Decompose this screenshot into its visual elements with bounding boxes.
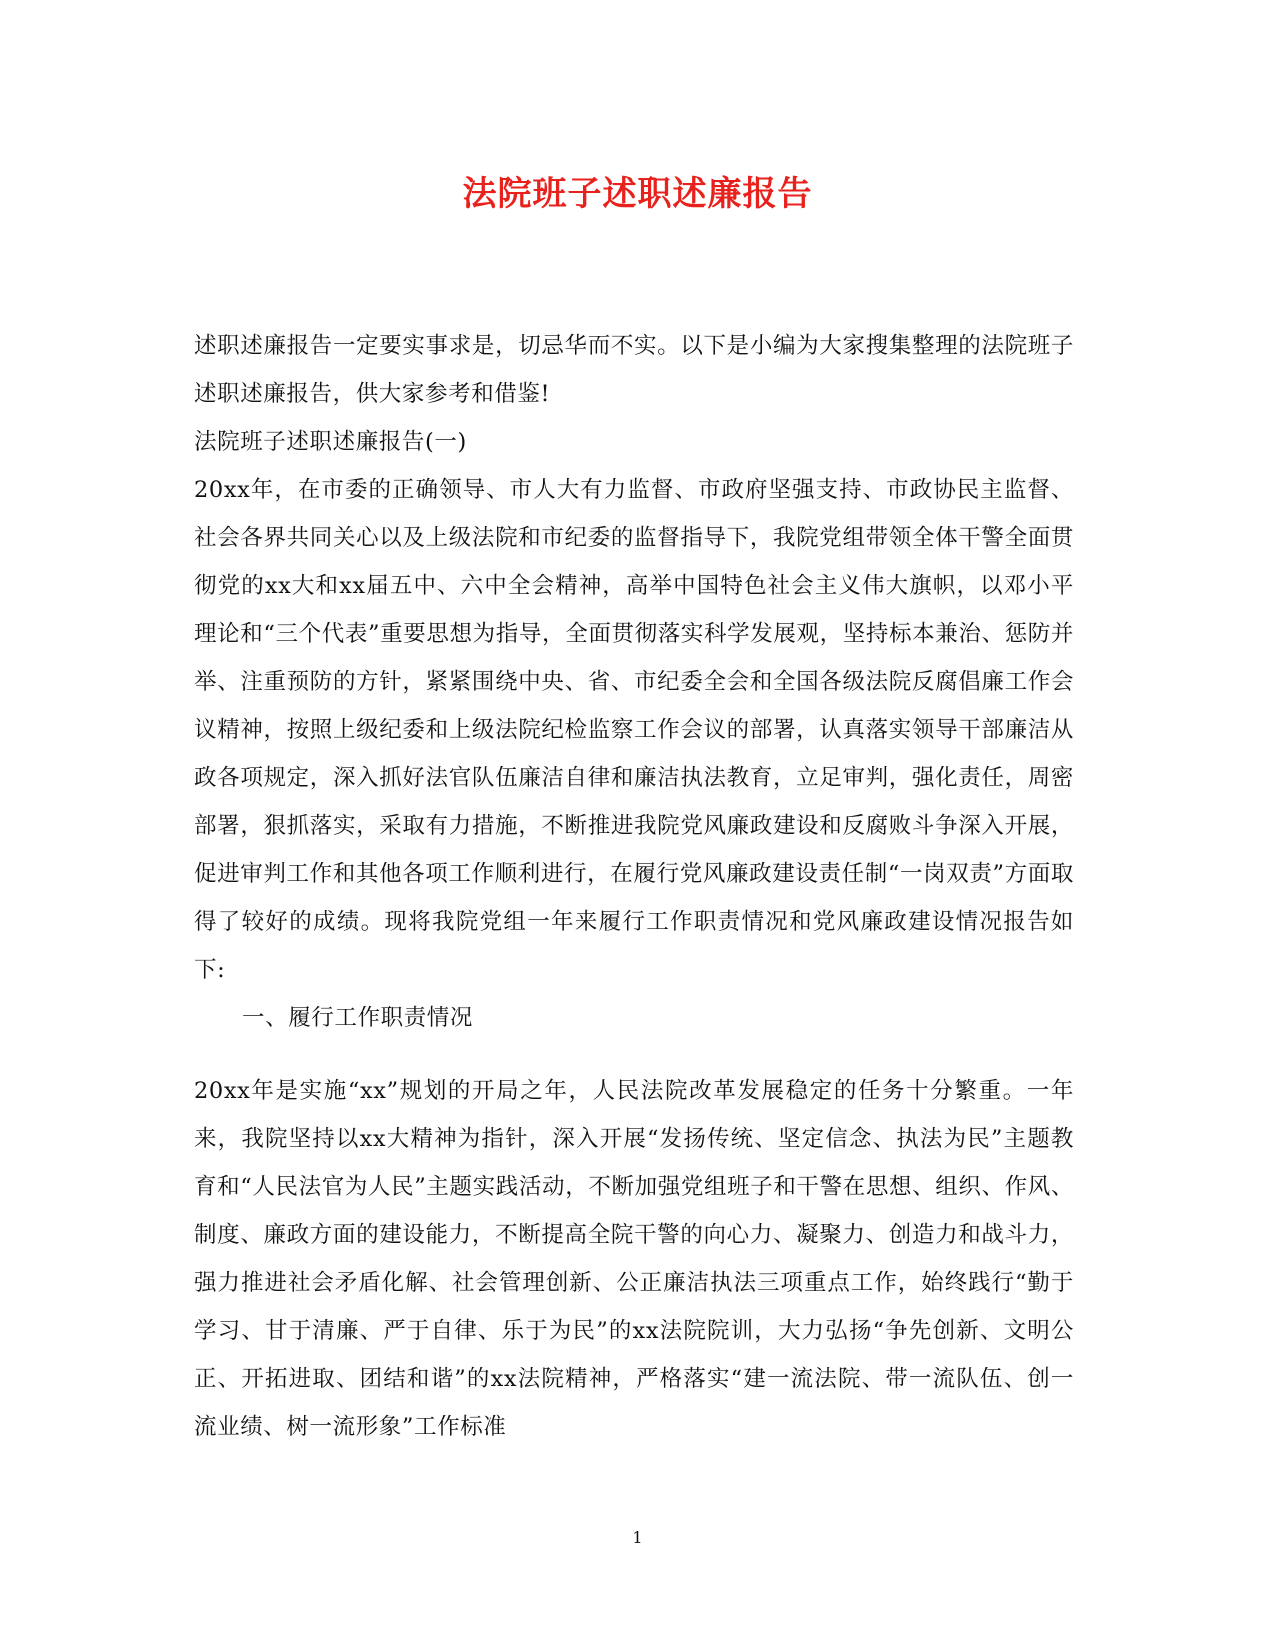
page-number: 1 — [632, 1528, 643, 1547]
body-paragraph-2: 20xx年是实施“xx”规划的开局之年，人民法院改革发展稳定的任务十分繁重。一年来，我院坚持以xx大精神为指针，深入开展“发扬传统、坚定信念、执法为民”主题教育和“人民法官为人民”主题实践活动，不断加强党组班子和干警在思想、组织、作风、制度、廉政方面的建设能力，不断提高全院干警的向心力、凝聚力、创造力和战斗力，强力推进社会矛盾化解、社会管理创新、公正廉洁执法三项重点工作，始终践行“勤于学习、甘于清廉、严于自律、乐于为民”的xx法院院训，大力弘扬“争先创新、文明公正、开拓进取、团结和谐”的xx法院精神，严格落实“建一流法院、带一流队伍、创一流业绩、树一流形象”工作标准 — [194, 1078, 1074, 1440]
body-section-2 — [194, 1067, 1074, 1451]
intro-paragraph: 述职述廉报告一定要实事求是，切忌华而不实。以下是小编为大家搜集整理的法院班子述职述廉报告，供大家参考和借鉴! — [194, 333, 1074, 407]
report-subtitle: 法院班子述职述廉报告(一) — [194, 429, 467, 455]
body-section-1 — [194, 322, 1074, 1042]
body-paragraph-1: 20xx年，在市委的正确领导、市人大有力监督、市政府坚强支持、市政协民主监督、社会各界共同关心以及上级法院和市纪委的监督指导下，我院党组带领全体干警全面贯彻党的xx大和xx届五中、六中全会精神，高举中国特色社会主义伟大旗帜，以邓小平理论和“三个代表”重要思想为指导，全面贯彻落实科学发展观，坚持标本兼治、惩防并举、注重预防的方针，紧紧围绕中央、省、市纪委全会和全国各级法院反腐倡廉工作会议精神，按照上级纪委和上级法院纪检监察工作会议的部署，认真落实领导干部廉洁从政各项规定，深入抓好法官队伍廉洁自律和廉洁执法教育，立足审判，强化责任，周密部署，狠抓落实，采取有力措施，不断推进我院党风廉政建设和反腐败斗争深入开展，促进审判工作和其他各项工作顺利进行，在履行党风廉政建设责任制“一岗双责”方面取得了较好的成绩。现将我院党组一年来履行工作职责情况和党风廉政建设情况报告如下: — [194, 477, 1074, 983]
document-title: 法院班子述职述廉报告 — [462, 174, 813, 214]
section-heading: 一、履行工作职责情况 — [242, 1005, 474, 1031]
